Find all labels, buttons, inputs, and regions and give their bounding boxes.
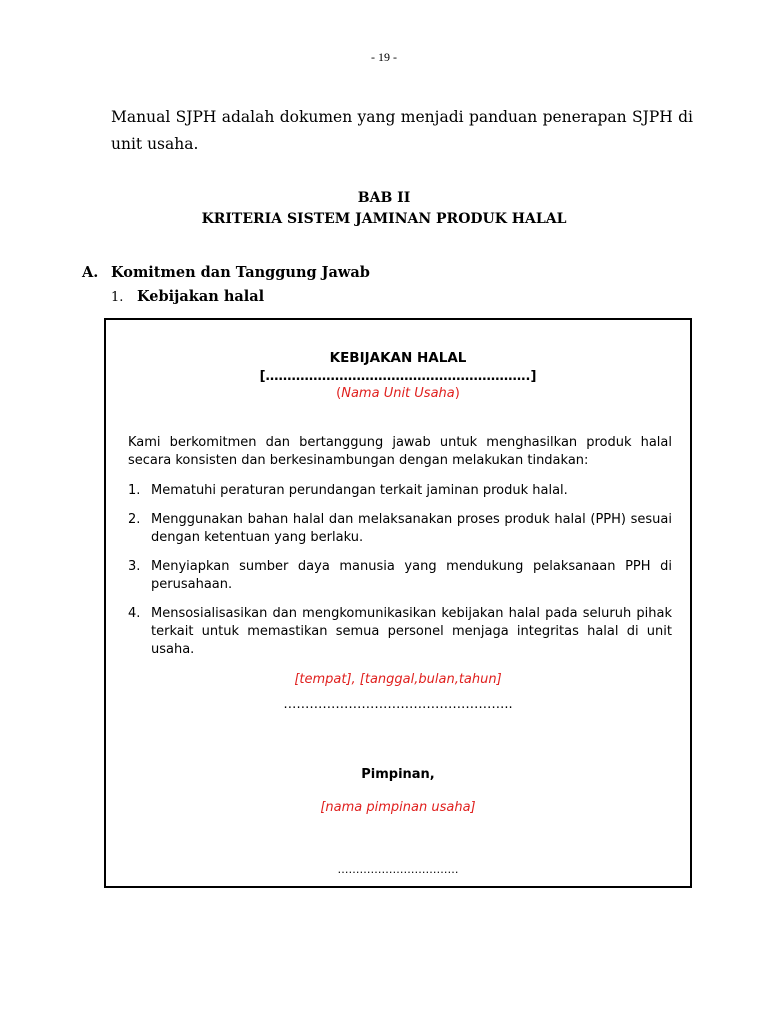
signature-line: …………………………… <box>337 863 459 876</box>
subsection-number: 1. <box>111 290 124 305</box>
policy-actions-list <box>128 482 672 670</box>
section-title: Komitmen dan Tanggung Jawab <box>111 264 370 281</box>
list-item: 3. Menyiapkan sumber daya manusia yang mendukung pelaksanaan PPH di perusahaan. <box>128 559 672 592</box>
page-number: - 19 - <box>371 50 397 64</box>
chapter-title: KRITERIA SISTEM JAMINAN PRODUK HALAL <box>201 211 567 227</box>
section-heading <box>82 264 370 281</box>
section-letter: A. <box>82 264 99 281</box>
leader-label: Pimpinan, <box>361 767 435 782</box>
leader-name-placeholder: [nama pimpinan usaha] <box>320 800 476 815</box>
halal-policy-box <box>104 318 692 888</box>
list-item: 2. Menggunakan bahan halal dan melaksanakan proses produk halal (PPH) sesuai dengan ketentuan yang berlaku. <box>128 512 672 545</box>
unit-name-placeholder: (Nama Unit Usaha) <box>336 386 460 401</box>
policy-intro: Kami berkomitmen dan bertanggung jawab untuk menghasilkan produk halal secara konsisten dan berkesinambungan dengan melakukan tindakan: <box>128 435 672 468</box>
policy-blank-field: […………………………………………………….] <box>259 369 537 384</box>
intro-paragraph: Manual SJPH adalah dokumen yang menjadi panduan penerapan SJPH di unit usaha. <box>111 108 693 153</box>
list-item: 1. Mematuhi peraturan perundangan terkait jaminan produk halal. <box>128 483 568 498</box>
policy-title: KEBIJAKAN HALAL <box>329 350 467 366</box>
chapter-heading <box>0 188 768 230</box>
list-item: 4. Mensosialisasikan dan mengkomunikasikan kebijakan halal pada seluruh pihak terkait untuk memastikan semua personel menjaga integritas halal di unit usaha. <box>128 606 672 657</box>
place-date-placeholder: [tempat], [tanggal,bulan,tahun] <box>294 672 502 687</box>
subsection-heading <box>111 288 264 305</box>
subsection-title: Kebijakan halal <box>137 288 265 305</box>
date-dots-line: …………………………………………….. <box>283 697 513 712</box>
chapter-label: BAB II <box>357 190 411 206</box>
